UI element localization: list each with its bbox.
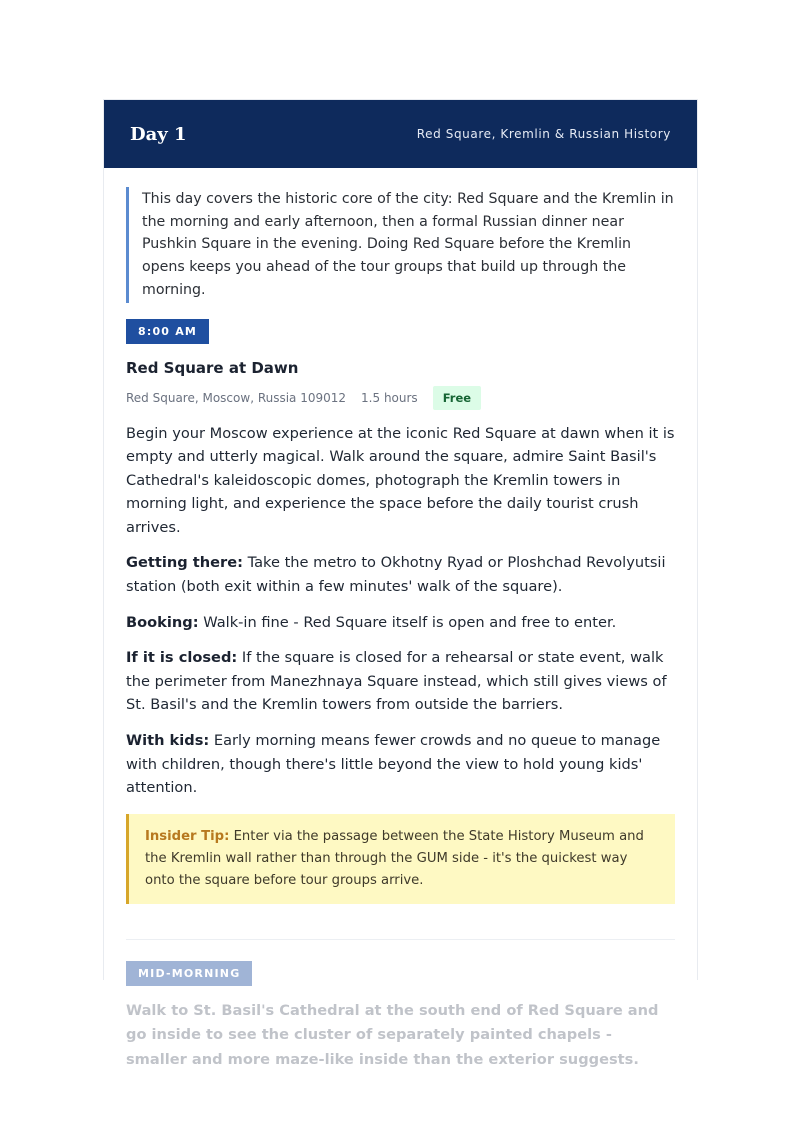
next-time-badge: MID-MORNING bbox=[126, 961, 252, 986]
booking-text: Walk-in fine - Red Square itself is open and free to enter. bbox=[203, 613, 617, 631]
activity-address: Red Square, Moscow, Russia 109012 bbox=[126, 390, 347, 405]
day-title: Day 1 bbox=[130, 123, 187, 145]
tip-label: Insider Tip: bbox=[145, 828, 230, 844]
insider-tip bbox=[126, 814, 675, 904]
booking-label: Booking: bbox=[126, 613, 199, 631]
kids-text: Early morning means fewer crowds and no queue to manage with children, though there's little beyond the view to hold young kids' attention. bbox=[126, 732, 661, 797]
getting-there-label: Getting there: bbox=[126, 554, 243, 572]
getting-there-text: Take the metro to Okhotny Ryad or Ploshchad Revolyutsii station (both exit within a few minutes' walk of the square). bbox=[126, 554, 666, 596]
kids-label: With kids: bbox=[126, 732, 210, 750]
closed-text: If the square is closed for a rehearsal or state event, walk the perimeter from Manezhnaya Square instead, which still gives views of St. Basil's and the Kremlin towers from outside the barriers. bbox=[126, 649, 667, 714]
day-subtitle: Red Square, Kremlin & Russian History bbox=[416, 127, 671, 141]
kids-info bbox=[126, 729, 675, 800]
closed-info bbox=[126, 646, 675, 717]
next-activity-description: Walk to St. Basil's Cathedral at the south end of Red Square and go inside to see the cluster of separately painted chapels - smaller and more maze-like inside than the exterior suggests. bbox=[126, 1001, 659, 1068]
day-header bbox=[104, 100, 697, 168]
closed-label: If it is closed: bbox=[126, 649, 238, 667]
time-badge: 8:00 AM bbox=[126, 319, 209, 344]
booking bbox=[126, 611, 675, 635]
day-intro: This day covers the historic core of the city: Red Square and the Kremlin in the morning and early afternoon, then a formal Russian dinner near Pushkin Square in the evening. Doing Red Square before the Kremlin opens keeps you ahead of the tour groups that build up through the morning. bbox=[126, 187, 675, 303]
activity-meta bbox=[126, 386, 675, 410]
activity-title: Red Square at Dawn bbox=[126, 358, 299, 377]
activity-duration: 1.5 hours bbox=[361, 390, 418, 405]
day-content bbox=[104, 187, 697, 1072]
tip-text: Enter via the passage between the State History Museum and the Kremlin wall rather than through the GUM side - it's the quickest way onto the square before tour groups arrive. bbox=[145, 828, 644, 888]
activity-description: Begin your Moscow experience at the iconic Red Square at dawn when it is empty and utterly magical. Walk around the square, admire Saint Basil's Cathedral's kaleidoscopic domes, photograph the Kremlin towers in morning light, and experience the space before the daily tourist crush arrives. bbox=[126, 424, 675, 536]
day-card bbox=[103, 99, 698, 1068]
price-badge: Free bbox=[433, 386, 481, 410]
next-activity bbox=[126, 940, 675, 1073]
getting-there bbox=[126, 551, 675, 598]
